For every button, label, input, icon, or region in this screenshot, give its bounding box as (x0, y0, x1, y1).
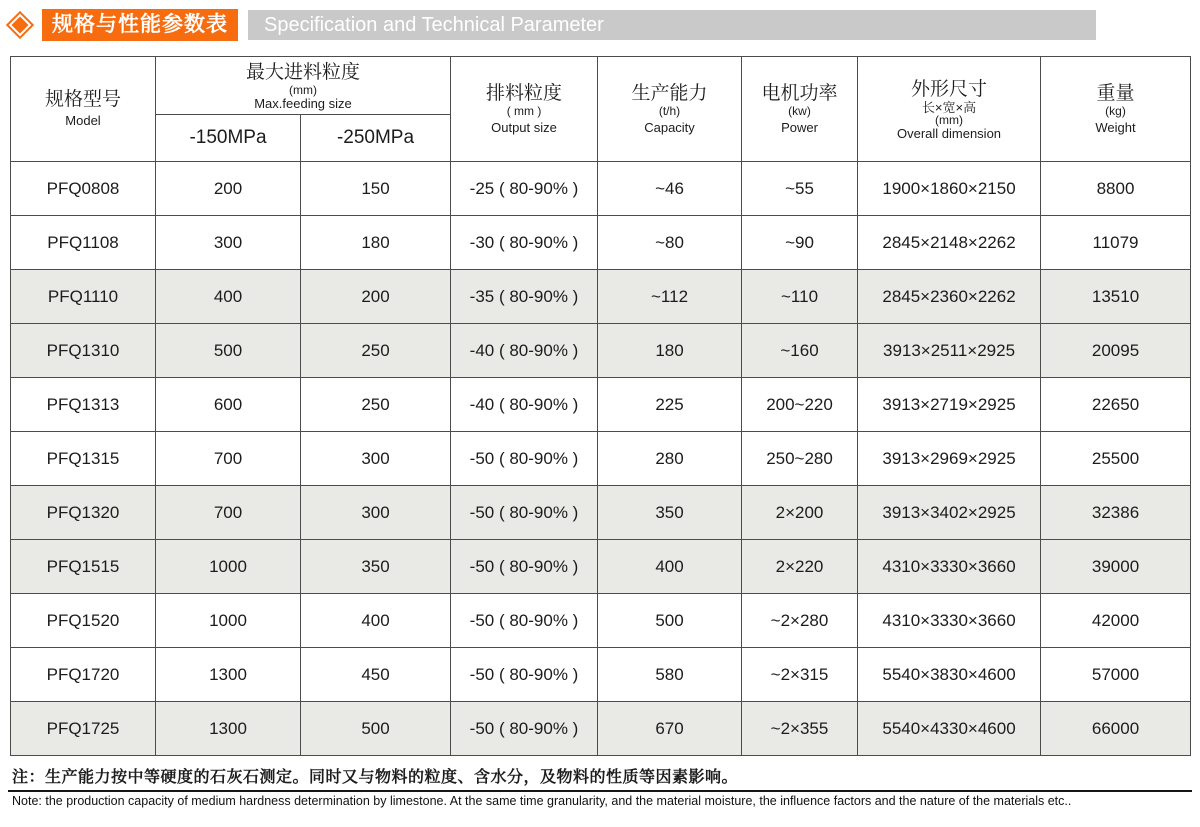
cell-dimension: 2845×2148×2262 (858, 216, 1041, 270)
cell-feed150: 1000 (156, 540, 301, 594)
cell-feed250: 450 (301, 648, 451, 702)
diamond-icon-inner (12, 17, 29, 34)
cell-capacity: 500 (598, 594, 742, 648)
col-header-output-unit: ( mm ) (506, 103, 542, 118)
note-divider (8, 790, 1192, 792)
table-row (11, 486, 1191, 540)
cell-dimension: 5540×3830×4600 (858, 648, 1041, 702)
cell-dimension: 2845×2360×2262 (858, 270, 1041, 324)
cell-output: -35 ( 80-90% ) (451, 270, 598, 324)
col-header-feeding-150mpa: -150MPa (156, 115, 301, 162)
col-header-capacity-zh: 生产能力 (631, 82, 708, 104)
col-header-weight-zh: 重量 (1096, 82, 1135, 104)
cell-feed250: 200 (301, 270, 451, 324)
cell-output: -40 ( 80-90% ) (451, 324, 598, 378)
table-row (11, 216, 1191, 270)
cell-capacity: ~46 (598, 162, 742, 216)
col-header-dimension-zh: 外形尺寸 (911, 78, 988, 100)
cell-dimension: 1900×1860×2150 (858, 162, 1041, 216)
cell-feed250: 400 (301, 594, 451, 648)
cell-dimension: 4310×3330×3660 (858, 540, 1041, 594)
cell-dimension: 3913×2969×2925 (858, 432, 1041, 486)
cell-weight: 57000 (1041, 648, 1191, 702)
cell-feed150: 300 (156, 216, 301, 270)
cell-capacity: ~112 (598, 270, 742, 324)
cell-weight: 39000 (1041, 540, 1191, 594)
col-header-weight-en: Weight (1095, 119, 1136, 135)
cell-output: -50 ( 80-90% ) (451, 486, 598, 540)
cell-power: ~2×280 (742, 594, 858, 648)
page-title-en: Specification and Technical Parameter (248, 10, 1096, 40)
cell-feed250: 350 (301, 540, 451, 594)
cell-feed150: 200 (156, 162, 301, 216)
cell-power: 2×220 (742, 540, 858, 594)
note-zh: 注：生产能力按中等硬度的石灰石测定。同时又与物料的粒度、含水分，及物料的性质等因素影响。 (12, 769, 739, 786)
cell-output: -50 ( 80-90% ) (451, 702, 598, 756)
page-title-zh: 规格与性能参数表 (42, 9, 238, 41)
col-header-output-zh: 排料粒度 (486, 82, 563, 104)
cell-power: ~160 (742, 324, 858, 378)
cell-weight: 20095 (1041, 324, 1191, 378)
col-header-power (742, 57, 858, 162)
cell-power: 250~280 (742, 432, 858, 486)
cell-feed150: 1300 (156, 702, 301, 756)
col-header-feeding-en: Max.feeding size (254, 95, 352, 111)
cell-weight: 13510 (1041, 270, 1191, 324)
cell-feed250: 250 (301, 324, 451, 378)
cell-weight: 25500 (1041, 432, 1191, 486)
cell-feed250: 500 (301, 702, 451, 756)
col-header-dimension-lwh: 长×宽×高 (921, 99, 977, 115)
col-header-power-zh: 电机功率 (761, 82, 838, 104)
col-header-model-zh: 规格型号 (44, 89, 121, 110)
cell-model: PFQ1313 (11, 378, 156, 432)
cell-feed250: 150 (301, 162, 451, 216)
col-header-feeding (156, 57, 451, 115)
cell-power: 2×200 (742, 486, 858, 540)
table-row (11, 540, 1191, 594)
cell-weight: 32386 (1041, 486, 1191, 540)
cell-model: PFQ1108 (11, 216, 156, 270)
cell-output: -50 ( 80-90% ) (451, 540, 598, 594)
diamond-icon (6, 11, 34, 39)
cell-capacity: 400 (598, 540, 742, 594)
cell-output: -40 ( 80-90% ) (451, 378, 598, 432)
cell-power: ~2×355 (742, 702, 858, 756)
col-header-dimension-unit: (mm) (935, 112, 963, 127)
col-header-capacity-unit: (t/h) (658, 103, 681, 118)
cell-output: -30 ( 80-90% ) (451, 216, 598, 270)
cell-feed150: 1000 (156, 594, 301, 648)
col-header-capacity-en: Capacity (644, 119, 695, 135)
cell-feed150: 700 (156, 486, 301, 540)
col-header-power-en: Power (781, 119, 818, 135)
note-en: Note: the production capacity of medium hardness determination by limestone. At the same time granularity, and the material moisture, the influence factors and the nature of the materials etc.. (12, 794, 1072, 808)
table-row (11, 702, 1191, 756)
cell-weight: 42000 (1041, 594, 1191, 648)
cell-output: -25 ( 80-90% ) (451, 162, 598, 216)
cell-capacity: 280 (598, 432, 742, 486)
cell-feed250: 250 (301, 378, 451, 432)
col-header-power-unit: (kw) (788, 103, 811, 118)
cell-dimension: 3913×2719×2925 (858, 378, 1041, 432)
table-row (11, 324, 1191, 378)
table-row (11, 648, 1191, 702)
page-header (0, 8, 1200, 42)
cell-feed150: 500 (156, 324, 301, 378)
col-header-model-en: Model (65, 113, 101, 128)
cell-model: PFQ1315 (11, 432, 156, 486)
cell-output: -50 ( 80-90% ) (451, 594, 598, 648)
col-header-output (451, 57, 598, 162)
cell-power: 200~220 (742, 378, 858, 432)
cell-model: PFQ1720 (11, 648, 156, 702)
cell-capacity: 580 (598, 648, 742, 702)
col-header-model (11, 57, 156, 162)
table-row (11, 270, 1191, 324)
cell-model: PFQ1320 (11, 486, 156, 540)
cell-dimension: 5540×4330×4600 (858, 702, 1041, 756)
cell-weight: 11079 (1041, 216, 1191, 270)
cell-weight: 66000 (1041, 702, 1191, 756)
cell-model: PFQ1310 (11, 324, 156, 378)
cell-output: -50 ( 80-90% ) (451, 648, 598, 702)
cell-power: ~55 (742, 162, 858, 216)
col-header-weight (1041, 57, 1191, 162)
cell-power: ~110 (742, 270, 858, 324)
cell-capacity: 180 (598, 324, 742, 378)
col-header-feeding-250mpa: -250MPa (301, 115, 451, 162)
cell-output: -50 ( 80-90% ) (451, 432, 598, 486)
col-header-dimension-en: Overall dimension (896, 125, 1002, 141)
cell-capacity: ~80 (598, 216, 742, 270)
spec-table (10, 56, 1191, 756)
cell-feed150: 700 (156, 432, 301, 486)
cell-model: PFQ1515 (11, 540, 156, 594)
cell-weight: 22650 (1041, 378, 1191, 432)
table-row (11, 432, 1191, 486)
cell-power: ~2×315 (742, 648, 858, 702)
cell-feed250: 300 (301, 486, 451, 540)
cell-capacity: 350 (598, 486, 742, 540)
col-header-dimension (858, 57, 1041, 162)
cell-feed150: 1300 (156, 648, 301, 702)
col-header-capacity (598, 57, 742, 162)
cell-feed150: 600 (156, 378, 301, 432)
col-header-output-en: Output size (491, 119, 557, 135)
cell-feed150: 400 (156, 270, 301, 324)
cell-model: PFQ1725 (11, 702, 156, 756)
cell-model: PFQ1110 (11, 270, 156, 324)
spec-table-body (11, 162, 1191, 756)
table-row (11, 594, 1191, 648)
cell-model: PFQ1520 (11, 594, 156, 648)
cell-capacity: 225 (598, 378, 742, 432)
cell-dimension: 3913×2511×2925 (858, 324, 1041, 378)
cell-model: PFQ0808 (11, 162, 156, 216)
cell-capacity: 670 (598, 702, 742, 756)
cell-feed250: 180 (301, 216, 451, 270)
cell-power: ~90 (742, 216, 858, 270)
col-header-weight-unit: (kg) (1105, 103, 1126, 118)
col-header-feeding-zh: 最大进料粒度 (246, 61, 361, 83)
cell-dimension: 4310×3330×3660 (858, 594, 1041, 648)
col-header-feeding-unit: (mm) (289, 82, 317, 97)
cell-weight: 8800 (1041, 162, 1191, 216)
cell-feed250: 300 (301, 432, 451, 486)
table-row (11, 162, 1191, 216)
table-row (11, 378, 1191, 432)
cell-dimension: 3913×3402×2925 (858, 486, 1041, 540)
spec-table-header (11, 57, 1191, 162)
